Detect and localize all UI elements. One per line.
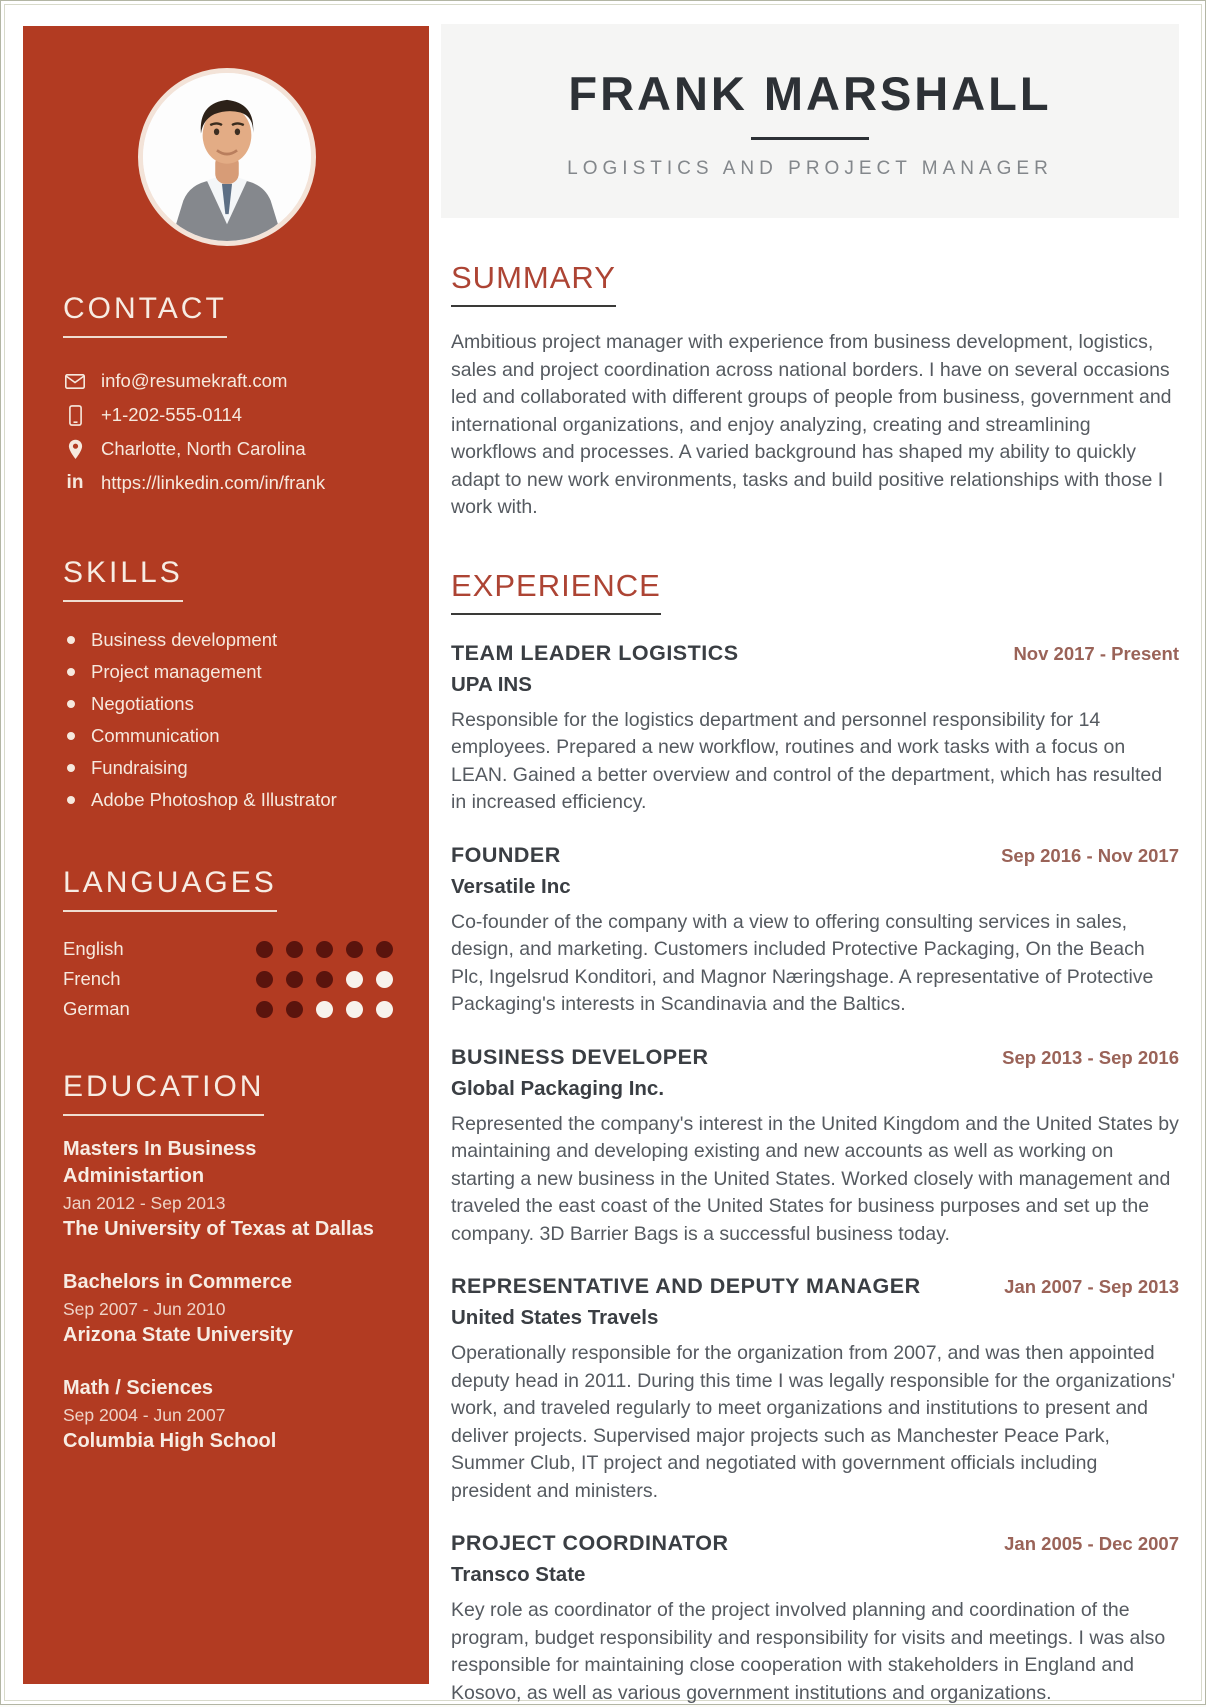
skills-section (63, 556, 393, 816)
experience-heading: EXPERIENCE (451, 568, 661, 615)
level-dot-filled (286, 1001, 303, 1018)
bullet-icon (67, 796, 75, 804)
job-company: United States Travels (451, 1306, 1179, 1330)
skills-heading: SKILLS (63, 556, 183, 602)
skill-label: Project management (91, 661, 262, 683)
job-description: Operationally responsible for the organization from 2007, and was then appointed deputy head in 2011. During this time I was legally responsible for the organizations' work, and traveled regularly to meet organizations and institutions to present and deliver projects. Supervised major projects such as Manchester Peace Park, Summer Club, IT project and negotiated with government officials including president and ministers. (451, 1340, 1179, 1505)
languages-section (63, 866, 393, 1024)
job-description: Key role as coordinator of the project involved planning and coordination of the program, budget responsibility and responsibility for visits and meetings. I was also responsible for maintaining close cooperation with stakeholders in England and Kosovo, as well as various government institutions and organizations. (451, 1597, 1179, 1707)
degree: Math / Sciences (63, 1375, 393, 1402)
job-company: UPA INS (451, 673, 1179, 697)
bullet-icon (67, 764, 75, 772)
skill-label: Business development (91, 629, 277, 651)
job-header (451, 1274, 1179, 1299)
job-entry (451, 641, 1179, 817)
language-row (63, 934, 393, 964)
job-header (451, 1531, 1179, 1556)
skill-item (63, 656, 393, 688)
degree: Masters In Business Administartion (63, 1136, 393, 1190)
avatar (138, 68, 316, 246)
education-section (63, 1070, 393, 1455)
skill-label: Negotiations (91, 693, 194, 715)
language-label: English (63, 938, 124, 960)
job-header (451, 843, 1179, 868)
degree: Bachelors in Commerce (63, 1269, 393, 1296)
contact-email: info@resumekraft.com (101, 370, 287, 392)
level-dot-filled (316, 971, 333, 988)
job-company: Global Packaging Inc. (451, 1077, 1179, 1101)
skill-item (63, 752, 393, 784)
contact-heading: CONTACT (63, 292, 227, 338)
job-header (451, 1045, 1179, 1070)
skill-item (63, 720, 393, 752)
header-banner (441, 24, 1179, 218)
skill-label: Adobe Photoshop & Illustrator (91, 789, 337, 811)
job-company: Versatile Inc (451, 875, 1179, 899)
education-entry (63, 1269, 393, 1349)
school: Columbia High School (63, 1428, 393, 1455)
job-dates: Sep 2016 - Nov 2017 (1001, 843, 1179, 867)
language-row (63, 964, 393, 994)
contact-phone: +1-202-555-0114 (101, 404, 242, 426)
skill-label: Communication (91, 725, 220, 747)
job-entry (451, 843, 1179, 1019)
skill-item (63, 688, 393, 720)
person-avatar (143, 73, 311, 241)
bullet-icon (67, 636, 75, 644)
job-entry (451, 1531, 1179, 1707)
level-dot-empty (376, 1001, 393, 1018)
level-dot-empty (346, 971, 363, 988)
education-dates: Sep 2004 - Jun 2007 (63, 1402, 393, 1428)
job-dates: Jan 2007 - Sep 2013 (1004, 1274, 1179, 1298)
level-dot-filled (376, 941, 393, 958)
phone-icon (63, 405, 87, 426)
name-divider (751, 137, 869, 140)
level-dot-filled (286, 971, 303, 988)
contact-row-phone (63, 398, 393, 432)
skill-label: Fundraising (91, 757, 188, 779)
summary-heading: SUMMARY (451, 260, 616, 307)
contact-location: Charlotte, North Carolina (101, 438, 306, 460)
level-dot-filled (346, 941, 363, 958)
education-entry (63, 1375, 393, 1455)
job-description: Co-founder of the company with a view to offering consulting services in sales, design, and marketing. Customers included Protective Packaging, On the Beach Plc, Ingelsrud Konditori, and Magnor Næringshage. A representative of Protective Packaging's interests in Scandinavia and the Baltics. (451, 909, 1179, 1019)
languages-list (63, 934, 393, 1024)
job-role: BUSINESS DEVELOPER (451, 1045, 709, 1070)
level-dot-filled (256, 941, 273, 958)
language-level-dots (243, 941, 393, 958)
profile-photo (138, 68, 318, 246)
education-dates: Jan 2012 - Sep 2013 (63, 1190, 393, 1216)
person-title: LOGISTICS AND PROJECT MANAGER (461, 158, 1159, 180)
school: The University of Texas at Dallas (63, 1216, 393, 1243)
contact-row-linkedin (63, 466, 393, 500)
job-description: Responsible for the logistics department and personnel responsibility for 14 employees. Prepared a new workflow, routines and work tasks with a focus on LEAN. Gained a better overview and control of the department, which has resulted in increased efficiency. (451, 707, 1179, 817)
level-dot-filled (286, 941, 303, 958)
education-entry (63, 1136, 393, 1243)
email-icon (63, 374, 87, 389)
linkedin-icon: in (63, 472, 87, 494)
contact-list (63, 364, 393, 500)
language-label: German (63, 998, 130, 1020)
level-dot-filled (316, 941, 333, 958)
job-company: Transco State (451, 1563, 1179, 1587)
education-list (63, 1136, 393, 1455)
skill-item (63, 784, 393, 816)
level-dot-empty (316, 1001, 333, 1018)
skills-list (63, 624, 393, 816)
level-dot-empty (376, 971, 393, 988)
level-dot-empty (346, 1001, 363, 1018)
job-entry (451, 1274, 1179, 1505)
job-header (451, 641, 1179, 666)
level-dot-filled (256, 1001, 273, 1018)
job-description: Represented the company's interest in the United Kingdom and the United States by maintaining and developing existing and new accounts as well as working on starting a new business in the United States. Worked closely with management and traveled the east coast of the United States for business purposes and set up the company. 3D Barrier Bags is a successful business today. (451, 1111, 1179, 1249)
job-role: PROJECT COORDINATOR (451, 1531, 728, 1556)
bullet-icon (67, 668, 75, 676)
education-dates: Sep 2007 - Jun 2010 (63, 1296, 393, 1322)
bullet-icon (67, 700, 75, 708)
language-level-dots (243, 1001, 393, 1018)
location-icon (63, 439, 87, 460)
contact-row-email (63, 364, 393, 398)
languages-heading: LANGUAGES (63, 866, 277, 912)
summary-text: Ambitious project manager with experience from business development, logistics, sales and project coordination across national borders. I have on several occasions led and collaborated with different groups of people from business, government and international organizations, and enjoy analyzing, creating and streamlining workflows and processes. A varied background has shaped my ability to quickly adapt to new work environments, tasks and build positive relationships with those I work with. (451, 329, 1179, 522)
contact-linkedin: https://linkedin.com/in/frank (101, 472, 325, 494)
summary-section (441, 260, 1179, 522)
skill-item (63, 624, 393, 656)
job-dates: Nov 2017 - Present (1013, 641, 1179, 665)
main-column (441, 1, 1179, 1707)
language-label: French (63, 968, 121, 990)
language-row (63, 994, 393, 1024)
contact-section (63, 292, 393, 500)
job-role: TEAM LEADER LOGISTICS (451, 641, 739, 666)
job-dates: Sep 2013 - Sep 2016 (1002, 1045, 1179, 1069)
education-heading: EDUCATION (63, 1070, 264, 1116)
job-role: REPRESENTATIVE AND DEPUTY MANAGER (451, 1274, 921, 1299)
bullet-icon (67, 732, 75, 740)
job-dates: Jan 2005 - Dec 2007 (1004, 1531, 1179, 1555)
language-level-dots (243, 971, 393, 988)
job-role: FOUNDER (451, 843, 561, 868)
experience-section (441, 568, 1179, 1707)
person-name: FRANK MARSHALL (461, 66, 1159, 121)
school: Arizona State University (63, 1322, 393, 1349)
job-entry (451, 1045, 1179, 1249)
sidebar (23, 26, 429, 1684)
contact-row-location (63, 432, 393, 466)
level-dot-filled (256, 971, 273, 988)
